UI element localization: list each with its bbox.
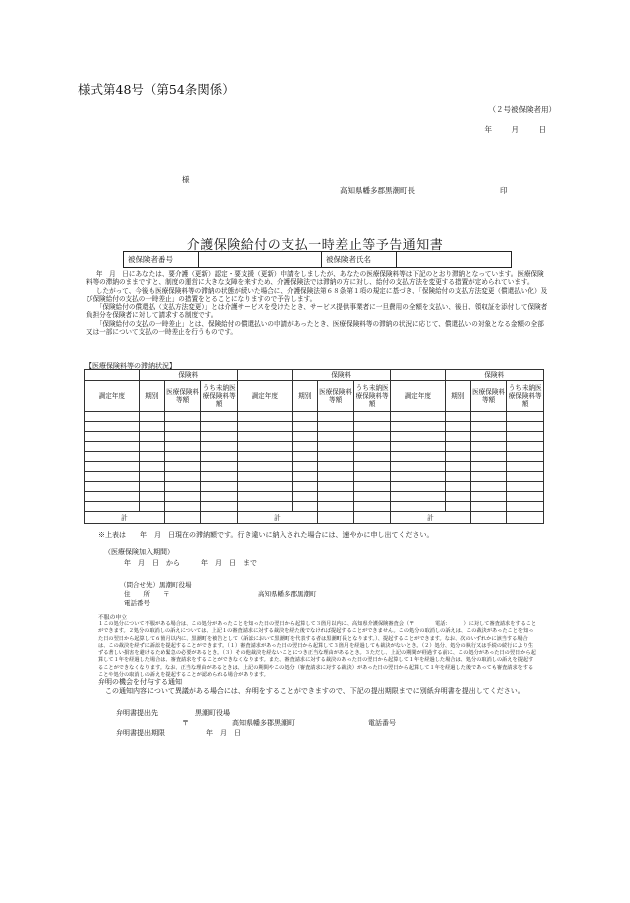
table-cell — [201, 482, 238, 492]
table-cell — [470, 502, 507, 512]
column-header: うち未納医療保険料等額 — [507, 381, 544, 412]
table-cell — [139, 422, 164, 432]
bemmei-dest-value: 黒潮町役場 — [195, 709, 230, 717]
table-cell — [237, 442, 292, 452]
table-cell — [317, 432, 354, 442]
bemmei-dest-label: 弁明書提出先 — [116, 709, 158, 717]
table-cell — [237, 472, 292, 482]
table-cell — [164, 482, 201, 492]
table-cell — [164, 462, 201, 472]
table-row — [85, 492, 544, 502]
table-cell — [445, 412, 470, 422]
total-label: 計 — [85, 512, 165, 524]
table-cell — [292, 412, 317, 422]
header-spacer — [390, 370, 445, 381]
table-cell — [470, 412, 507, 422]
status-caption: 【医療保険料等の滞納状況】 — [85, 362, 176, 370]
table-cell — [164, 492, 201, 502]
table-cell — [354, 412, 391, 422]
table-cell — [354, 432, 391, 442]
total-row — [85, 512, 544, 524]
table-cell — [201, 422, 238, 432]
table-cell — [354, 502, 391, 512]
table-cell — [445, 452, 470, 462]
table-cell — [390, 442, 445, 452]
column-header: 期別 — [445, 381, 470, 412]
table-cell — [85, 472, 140, 482]
table-cell — [317, 422, 354, 432]
table-cell — [507, 462, 544, 472]
table-cell — [317, 472, 354, 482]
body-paragraph: 「保険給付の支払の一時差止」とは、保険給付の償還払いの申請があったとき、医療保険料等の滞納の状況に応じて、償還払いの対象となる金額の全部又は一部について支払の一時差止を行うものです。 — [86, 319, 544, 337]
bemmei-address: 高知県幡多郡黒潮町 — [232, 719, 295, 727]
table-cell — [445, 472, 470, 482]
body-paragraph: 「保険給付の償還払（支払方法変更）」とは介護サービスを受けたとき、サービス提供事業者に一旦費用の全額を支払い、後日、領収証を添付して保険者負担分を保険者に対して請求する制度です。 — [86, 303, 548, 320]
table-cell — [292, 432, 317, 442]
addressee-suffix: 様 — [182, 175, 190, 184]
table-cell — [317, 502, 354, 512]
table-cell — [507, 502, 544, 512]
table-cell — [390, 432, 445, 442]
table-row — [85, 472, 544, 482]
table-cell — [139, 492, 164, 502]
column-header: 調定年度 — [390, 381, 445, 412]
column-header: 医療保険料等額 — [317, 381, 354, 412]
table-cell — [317, 442, 354, 452]
table-cell — [445, 462, 470, 472]
table-cell — [507, 492, 544, 502]
table-cell — [201, 492, 238, 502]
table-row — [85, 442, 544, 452]
table-cell — [139, 432, 164, 442]
bemmei-deadline-label: 弁明書提出期限 — [116, 729, 165, 737]
total-cell — [164, 512, 201, 524]
table-cell — [445, 422, 470, 432]
body-paragraph: したがって、今後も医療保険料等の滞納の状態が続いた場合に、介護保険法第６８条第１項の規定に基づき、「保険給付の支払方法変更（償還払い化）及び保険給付の支払の一時差止」の措置をとることになりますので予告します。 — [86, 286, 548, 303]
insurance-period: 年 月 日 から 年 月 日 まで — [124, 559, 257, 567]
total-cell — [470, 512, 507, 524]
contact-phone-label: 電話番号 — [124, 599, 150, 607]
table-cell — [85, 412, 140, 422]
appeal-paragraph: １この処分について不服がある場合は、この処分があったことを知った日の翌日から起算して３箇月以内に、高知県介護保険審査会（〒 電話： ）に対して審査請求をすることができます。２処分の取消しの訴えについては、上記１の審査請求に対する裁決を経た後でなければ提起することができません。この処分の取消しの訴えは、この裁決があったことを知った日の翌日から起算して６箇月以内に、黒潮町を被告として（訴訟において黒潮町を代表する者は黒潮町長となります。）、提起することができます。なお、次のいずれかに該当する場合は、この裁決を経ずに訴訟を提起することができます。（１）審査請求があった日の翌日から起算して３箇月を経過しても裁決がないとき。（２）処分、処分の執行又は手続の続行により生ずる著しい損害を避けるため緊急の必要があるとき。（３）その他裁決を経ないことにつき正当な理由があるとき。３ただし、上記の期間が経過する前に、この処分があった日の翌日から起算して１年を経過した場合は、審査請求をすることができなくなります。また、審査請求に対する裁決のあった日の翌日から起算して１年を経過した場合は、処分の取消しの訴えを提起することができなくなります。なお、正当な理由があるときは、上記の期間やこの処分（審査請求に対する裁決）があった日の翌日から起算して１年を経過した後であっても審査請求をすることや処分の取消しの訴えを提起することが認められる場合があります。 — [98, 621, 537, 679]
column-header: 医療保険料等額 — [164, 381, 201, 412]
document-title: 介護保険給付の支払一時差止等予告通知書 — [186, 238, 444, 253]
table-cell — [164, 452, 201, 462]
table-cell — [390, 482, 445, 492]
arrears-status-table — [84, 369, 544, 524]
table-cell — [201, 442, 238, 452]
table-cell — [139, 502, 164, 512]
table-cell — [237, 432, 292, 442]
table-cell — [237, 492, 292, 502]
table-cell — [317, 492, 354, 502]
group-header-premium: 保険料 — [139, 370, 237, 381]
total-cell — [317, 512, 354, 524]
table-cell — [470, 422, 507, 432]
table-cell — [470, 492, 507, 502]
table-row — [85, 422, 544, 432]
table-cell — [85, 462, 140, 472]
table-cell — [292, 492, 317, 502]
table-cell — [164, 412, 201, 422]
bemmei-text: この通知内容について異議がある場合には、弁明をすることができますので、下記の提出期限までに別紙弁明書を提出してください。 — [105, 687, 525, 695]
table-cell — [164, 422, 201, 432]
notice-body — [86, 270, 548, 336]
column-header: 期別 — [139, 381, 164, 412]
column-header: うち未納医療保険料等額 — [354, 381, 391, 412]
table-cell — [354, 452, 391, 462]
bemmei-caption: 弁明の機会を付与する通知 — [98, 678, 182, 686]
table-cell — [390, 462, 445, 472]
column-header: うち未納医療保険料等額 — [201, 381, 238, 412]
column-header: 調定年度 — [237, 381, 292, 412]
table-cell — [445, 482, 470, 492]
total-cell — [201, 512, 238, 524]
table-cell — [292, 442, 317, 452]
table-cell — [390, 412, 445, 422]
table-cell — [470, 462, 507, 472]
table-cell — [139, 452, 164, 462]
table-cell — [445, 432, 470, 442]
table-cell — [317, 482, 354, 492]
table-cell — [139, 482, 164, 492]
table-cell — [507, 452, 544, 462]
table-cell — [507, 412, 544, 422]
table-cell — [292, 472, 317, 482]
table-cell — [85, 452, 140, 462]
table-row — [85, 462, 544, 472]
table-remark: ※上表は 年 月 日現在の滞納額です。行き違いに納入された場合には、速やかに申し出てください。 — [98, 531, 434, 539]
appeal-caption: 不服の申立 — [98, 615, 127, 621]
table-cell — [507, 422, 544, 432]
table-cell — [237, 412, 292, 422]
header-spacer — [237, 370, 292, 381]
table-row — [85, 452, 544, 462]
table-cell — [292, 482, 317, 492]
header-spacer — [85, 370, 140, 381]
table-cell — [164, 442, 201, 452]
insured-number-field — [199, 252, 322, 268]
table-cell — [237, 462, 292, 472]
table-cell — [237, 482, 292, 492]
table-cell — [317, 462, 354, 472]
bemmei-phone-label: 電話番号 — [368, 719, 396, 727]
contact-office: （問合せ先）黒潮町役場 — [120, 581, 192, 589]
table-cell — [85, 442, 140, 452]
table-cell — [201, 462, 238, 472]
table-cell — [470, 482, 507, 492]
insured-name-label: 被保険者氏名 — [322, 252, 397, 268]
form-number: 様式第48号（第54条関係） — [78, 82, 235, 97]
table-cell — [201, 452, 238, 462]
table-cell — [139, 472, 164, 482]
table-cell — [139, 462, 164, 472]
table-cell — [354, 472, 391, 482]
column-header: 期別 — [292, 381, 317, 412]
table-cell — [201, 412, 238, 422]
table-cell — [507, 472, 544, 482]
table-cell — [201, 432, 238, 442]
table-cell — [85, 422, 140, 432]
insured-ident-table — [123, 251, 512, 268]
table-cell — [237, 422, 292, 432]
insurance-period-caption: （医療保険加入期間） — [104, 548, 174, 556]
table-row — [85, 412, 544, 422]
table-cell — [201, 472, 238, 482]
bemmei-postal: 〒 — [182, 719, 189, 727]
table-row — [85, 502, 544, 512]
table-cell — [507, 432, 544, 442]
seal-mark: 印 — [500, 186, 508, 195]
copy-note: （２号被保険者用） — [488, 105, 556, 114]
issuer-name: 高知県幡多郡黒潮町長 — [340, 186, 415, 195]
table-cell — [354, 462, 391, 472]
table-cell — [85, 482, 140, 492]
table-cell — [354, 442, 391, 452]
table-cell — [354, 422, 391, 432]
table-cell — [292, 452, 317, 462]
contact-address-label: 住 所 〒 — [124, 590, 170, 598]
table-cell — [390, 472, 445, 482]
table-cell — [445, 502, 470, 512]
table-cell — [390, 502, 445, 512]
total-label: 計 — [390, 512, 470, 524]
table-cell — [445, 492, 470, 502]
table-cell — [292, 502, 317, 512]
total-label: 計 — [237, 512, 317, 524]
table-cell — [164, 472, 201, 482]
table-cell — [292, 422, 317, 432]
table-cell — [445, 442, 470, 452]
table-cell — [85, 502, 140, 512]
group-header-premium: 保険料 — [445, 370, 543, 381]
table-cell — [164, 432, 201, 442]
table-cell — [470, 442, 507, 452]
column-header: 調定年度 — [85, 381, 140, 412]
table-cell — [237, 502, 292, 512]
body-paragraph: 年 月 日にあなたは、要介護（更新）認定・要支援（更新）申請をしましたが、あなたの医療保険料等は下記のとおり滞納となっています。医療保険料等の滞納のままですと、制度の運営に大きな支障を来すため、介護保険法では滞納の方に対し、給付の支払方法を変更する措置が定められています。 — [86, 270, 544, 287]
contact-address: 高知県幡多郡黒潮町 — [258, 590, 317, 598]
table-cell — [201, 502, 238, 512]
table-cell — [470, 472, 507, 482]
table-cell — [354, 492, 391, 502]
table-cell — [139, 442, 164, 452]
table-cell — [507, 482, 544, 492]
table-cell — [470, 432, 507, 442]
table-row — [85, 482, 544, 492]
insured-name-field — [397, 252, 512, 268]
column-header: 医療保険料等額 — [470, 381, 507, 412]
total-cell — [507, 512, 544, 524]
table-cell — [85, 492, 140, 502]
table-cell — [317, 452, 354, 462]
table-cell — [507, 442, 544, 452]
table-cell — [390, 452, 445, 462]
appeal-text — [98, 621, 538, 679]
insured-number-label: 被保険者番号 — [124, 252, 199, 268]
issue-date: 年 月 日 — [484, 125, 552, 134]
bemmei-deadline-value: 年 月 日 — [206, 729, 241, 737]
table-cell — [390, 492, 445, 502]
group-header-premium: 保険料 — [292, 370, 390, 381]
table-cell — [292, 462, 317, 472]
table-cell — [139, 412, 164, 422]
table-cell — [85, 432, 140, 442]
table-cell — [317, 412, 354, 422]
table-cell — [164, 502, 201, 512]
table-cell — [237, 452, 292, 462]
table-cell — [470, 452, 507, 462]
table-cell — [390, 422, 445, 432]
table-row — [85, 432, 544, 442]
total-cell — [354, 512, 391, 524]
table-cell — [354, 482, 391, 492]
